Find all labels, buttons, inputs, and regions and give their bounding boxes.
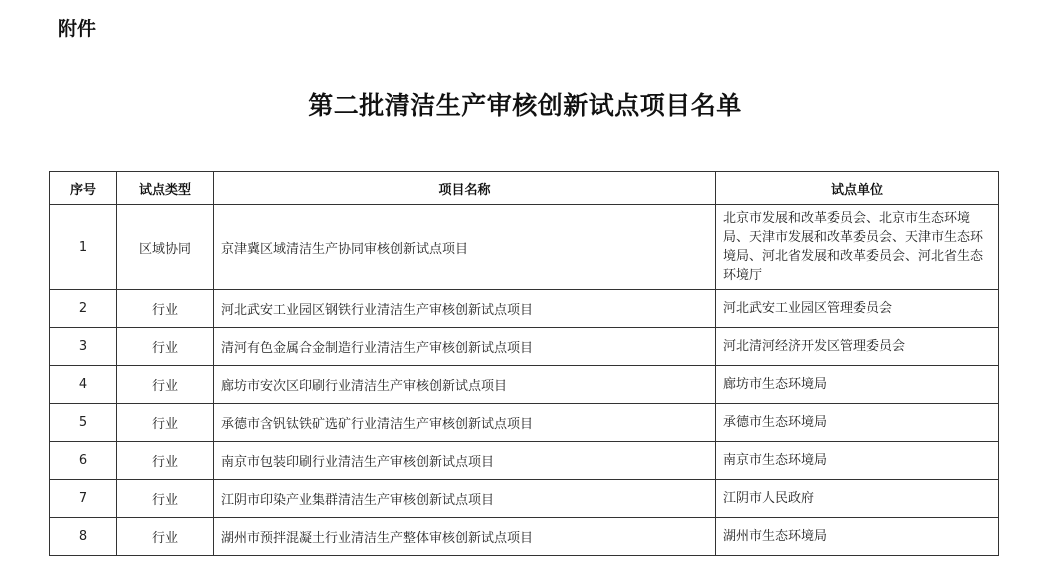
table-row xyxy=(50,480,999,518)
page-title: 第二批清洁生产审核创新试点项目名单 xyxy=(308,91,742,120)
column-header-pilot-type: 试点类型 xyxy=(117,172,214,205)
row-pilot-type: 行业 xyxy=(117,404,214,442)
row-pilot-type: 行业 xyxy=(117,366,214,404)
column-header-number: 序号 xyxy=(50,172,117,205)
row-number: 8 xyxy=(50,518,117,556)
row-number: 3 xyxy=(50,328,117,366)
table-row xyxy=(50,518,999,556)
attachment-label: 附件 xyxy=(58,18,97,40)
row-pilot-unit: 江阴市人民政府 xyxy=(716,480,999,518)
row-pilot-unit: 廊坊市生态环境局 xyxy=(716,366,999,404)
table-row xyxy=(50,404,999,442)
row-number: 7 xyxy=(50,480,117,518)
row-number: 4 xyxy=(50,366,117,404)
row-pilot-unit: 承德市生态环境局 xyxy=(716,404,999,442)
row-pilot-unit: 湖州市生态环境局 xyxy=(716,518,999,556)
row-project-name: 廊坊市安次区印刷行业清洁生产审核创新试点项目 xyxy=(214,366,716,404)
table-row xyxy=(50,205,999,290)
column-header-project-name: 项目名称 xyxy=(214,172,716,205)
row-number: 6 xyxy=(50,442,117,480)
table-row xyxy=(50,442,999,480)
row-pilot-type: 行业 xyxy=(117,290,214,328)
row-number: 1 xyxy=(50,205,117,290)
row-pilot-unit: 河北武安工业园区管理委员会 xyxy=(716,290,999,328)
row-pilot-type: 区域协同 xyxy=(117,205,214,290)
row-number: 2 xyxy=(50,290,117,328)
row-pilot-unit: 河北清河经济开发区管理委员会 xyxy=(716,328,999,366)
row-project-name: 湖州市预拌混凝土行业清洁生产整体审核创新试点项目 xyxy=(214,518,716,556)
row-pilot-type: 行业 xyxy=(117,442,214,480)
row-project-name: 河北武安工业园区钢铁行业清洁生产审核创新试点项目 xyxy=(214,290,716,328)
row-number: 5 xyxy=(50,404,117,442)
row-pilot-type: 行业 xyxy=(117,480,214,518)
table-row xyxy=(50,290,999,328)
project-list-table xyxy=(49,171,999,556)
row-pilot-unit: 北京市发展和改革委员会、北京市生态环境局、天津市发展和改革委员会、天津市生态环境局、河北省发展和改革委员会、河北省生态环境厅 xyxy=(716,205,999,290)
table-row xyxy=(50,328,999,366)
row-project-name: 南京市包装印刷行业清洁生产审核创新试点项目 xyxy=(214,442,716,480)
row-project-name: 京津冀区域清洁生产协同审核创新试点项目 xyxy=(214,205,716,290)
row-pilot-unit: 南京市生态环境局 xyxy=(716,442,999,480)
table-header-row xyxy=(50,172,999,205)
row-pilot-type: 行业 xyxy=(117,518,214,556)
row-pilot-type: 行业 xyxy=(117,328,214,366)
row-project-name: 江阴市印染产业集群清洁生产审核创新试点项目 xyxy=(214,480,716,518)
table-row xyxy=(50,366,999,404)
row-project-name: 承德市含钒钛铁矿选矿行业清洁生产审核创新试点项目 xyxy=(214,404,716,442)
column-header-pilot-unit: 试点单位 xyxy=(716,172,999,205)
row-project-name: 清河有色金属合金制造行业清洁生产审核创新试点项目 xyxy=(214,328,716,366)
